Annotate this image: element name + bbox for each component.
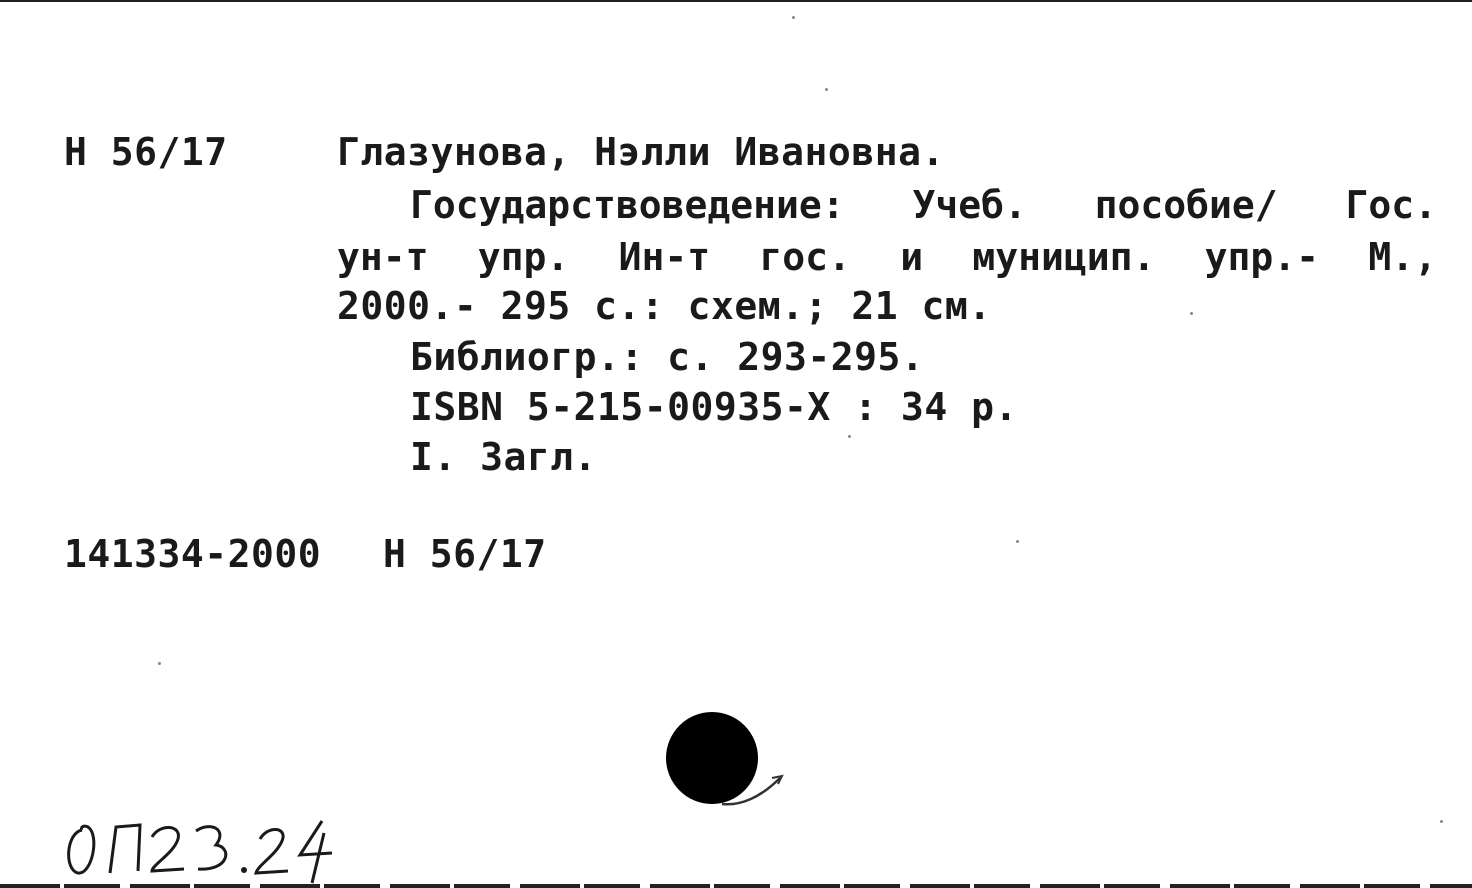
accession-number: 141334-2000 (64, 532, 322, 576)
imprint-line (337, 235, 1437, 279)
paper-speck (1190, 312, 1193, 315)
handwritten-note (60, 815, 350, 885)
card-bottom-edge (0, 884, 1472, 888)
imprint-word: упр. (477, 235, 570, 279)
shelfmark-bottom: Н 56/17 (383, 532, 547, 576)
paper-speck (1440, 820, 1443, 823)
title-word: Государствоведение: (410, 183, 845, 227)
title-word: Гос. (1345, 183, 1437, 227)
physical-description: 2000.- 295 с.: схем.; 21 см. (337, 284, 992, 328)
card-top-edge (0, 0, 1472, 2)
imprint-word: Ин-т (618, 235, 711, 279)
imprint-word: ун-т (337, 235, 429, 279)
title-word: Учеб. (912, 183, 1027, 227)
isbn-price: ISBN 5-215-00935-X : 34 р. (410, 385, 1018, 429)
title-line (410, 183, 1437, 227)
title-heading-entry: I. Загл. (410, 435, 598, 479)
imprint-word: упр.- (1204, 235, 1320, 279)
paper-speck (158, 662, 161, 665)
paper-speck (1016, 540, 1019, 543)
imprint-word: М., (1368, 235, 1437, 279)
shelfmark: Н 56/17 (64, 130, 228, 174)
imprint-word: и (900, 235, 924, 279)
paper-speck (825, 88, 828, 91)
punch-hole-mark (720, 760, 790, 810)
bibliography-note: Библиогр.: с. 293-295. (410, 335, 925, 379)
imprint-word: муницип. (972, 235, 1156, 279)
paper-speck (792, 16, 795, 19)
paper-speck (848, 435, 851, 438)
author-heading: Глазунова, Нэлли Ивановна. (337, 130, 945, 174)
title-word: пособие/ (1094, 183, 1278, 227)
imprint-word: гос. (759, 235, 851, 279)
